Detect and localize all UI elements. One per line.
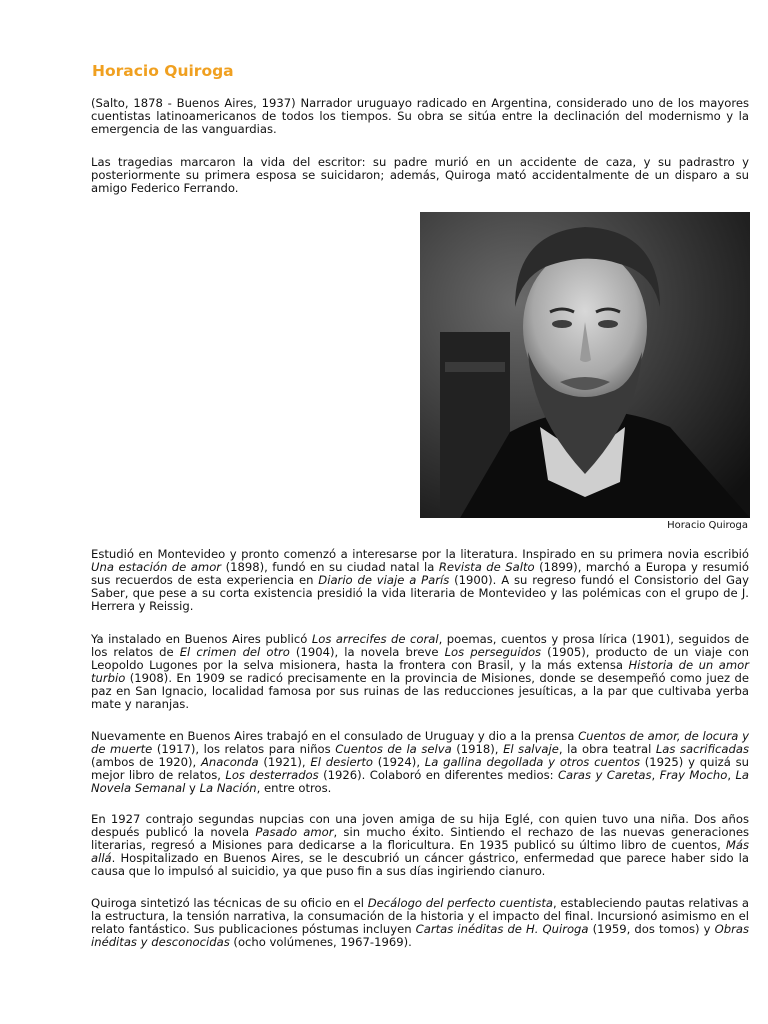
tragedies-paragraph: Las tragedias marcaron la vida del escritor: su padre murió en un accidente de caza, y su padrastro y posteriormente su primera esposa se suicidaron; además, Quiroga mató accidentalmente de un disparo a su amigo Federico Ferrando. (91, 155, 749, 196)
works-paragraph: Nuevamente en Buenos Aires trabajó en el consulado de Uruguay y dio a la prensa Cuentos de amor, de locura y de muerte (1917), los relatos para niños Cuentos de la selva (1918), El salvaje, la obra teatral Las sacrificadas (ambos de 1920), Anaconda (1921), El desierto (1924), La gallina degollada y otros cuentos (1925) y quizá su mejor libro de relatos, Los desterrados (1926). Colaboró en diferentes medios: Caras y Caretas, Fray Mocho, La Novela Semanal y La Nación, entre otros. (91, 729, 750, 796)
montevideo-paragraph: Estudió en Montevideo y pronto comenzó a interesarse por la literatura. Inspirado en su primera novia escribió Una estación de amor (1898), fundó en su ciudad natal la Revista de Salto (1899), marchó a Europa y resumió sus recuerdos de esta experiencia en Diario de viaje a París (1900). A su regreso fundó el Consistorio del Gay Saber, que pese a su corta existencia presidió la vida literaria de Montevideo y las polémicas con el grupo de J. Herrera y Reissig. (91, 547, 749, 614)
legacy-paragraph: Quiroga sintetizó las técnicas de su oficio en el Decálogo del perfecto cuentista, estableciendo pautas relativas a la estructura, la tensión narrativa, la consumación de la historia y el impacto del final. Incursionó asimismo en el relato fantástico. Sus publicaciones póstumas incluyen Cartas inéditas de H. Quiroga (1959, dos tomos) y Obras inéditas y desconocidas (ocho volúmenes, 1967-1969). (91, 896, 749, 950)
portrait-illustration (420, 212, 750, 518)
later-life-paragraph: En 1927 contrajo segundas nupcias con una joven amiga de su hija Eglé, con quien tuvo una niña. Dos años después publicó la novela Pasado amor, sin mucho éxito. Sintiendo el rechazo de las nuevas generaciones literarias, regresó a Misiones para dedicarse a la floricultura. En 1935 publicó su último libro de cuentos, Más allá. Hospitalizado en Buenos Aires, se le descubrió un cáncer gástrico, enfermedad que parece haber sido la causa que lo impulsó al suicidio, ya que puso fin a sus días ingiriendo cianuro. (91, 812, 749, 879)
page-title: Horacio Quiroga (92, 62, 234, 80)
buenos-aires-paragraph: Ya instalado en Buenos Aires publicó Los arrecifes de coral, poemas, cuentos y prosa lírica (1901), seguidos de los relatos de El crimen del otro (1904), la novela breve Los perseguidos (1905), producto de un viaje con Leopoldo Lugones por la selva misionera, hasta la frontera con Brasil, y la más extensa Historia de un amor turbio (1908). En 1909 se radicó precisamente en la provincia de Misiones, donde se desempeñó como juez de paz en San Ignacio, localidad famosa por sus ruinas de las reducciones jesuíticas, a la par que cultivaba yerba mate y naranjas. (91, 632, 750, 712)
photo-caption: Horacio Quiroga (667, 520, 748, 531)
intro-paragraph: (Salto, 1878 - Buenos Aires, 1937) Narrador uruguayo radicado en Argentina, considerado uno de los mayores cuentistas latinoamericanos de todos los tiempos. Su obra se sitúa entre la declinación del modernismo y la emergencia de las vanguardias. (91, 96, 749, 137)
portrait-photo (420, 212, 750, 518)
